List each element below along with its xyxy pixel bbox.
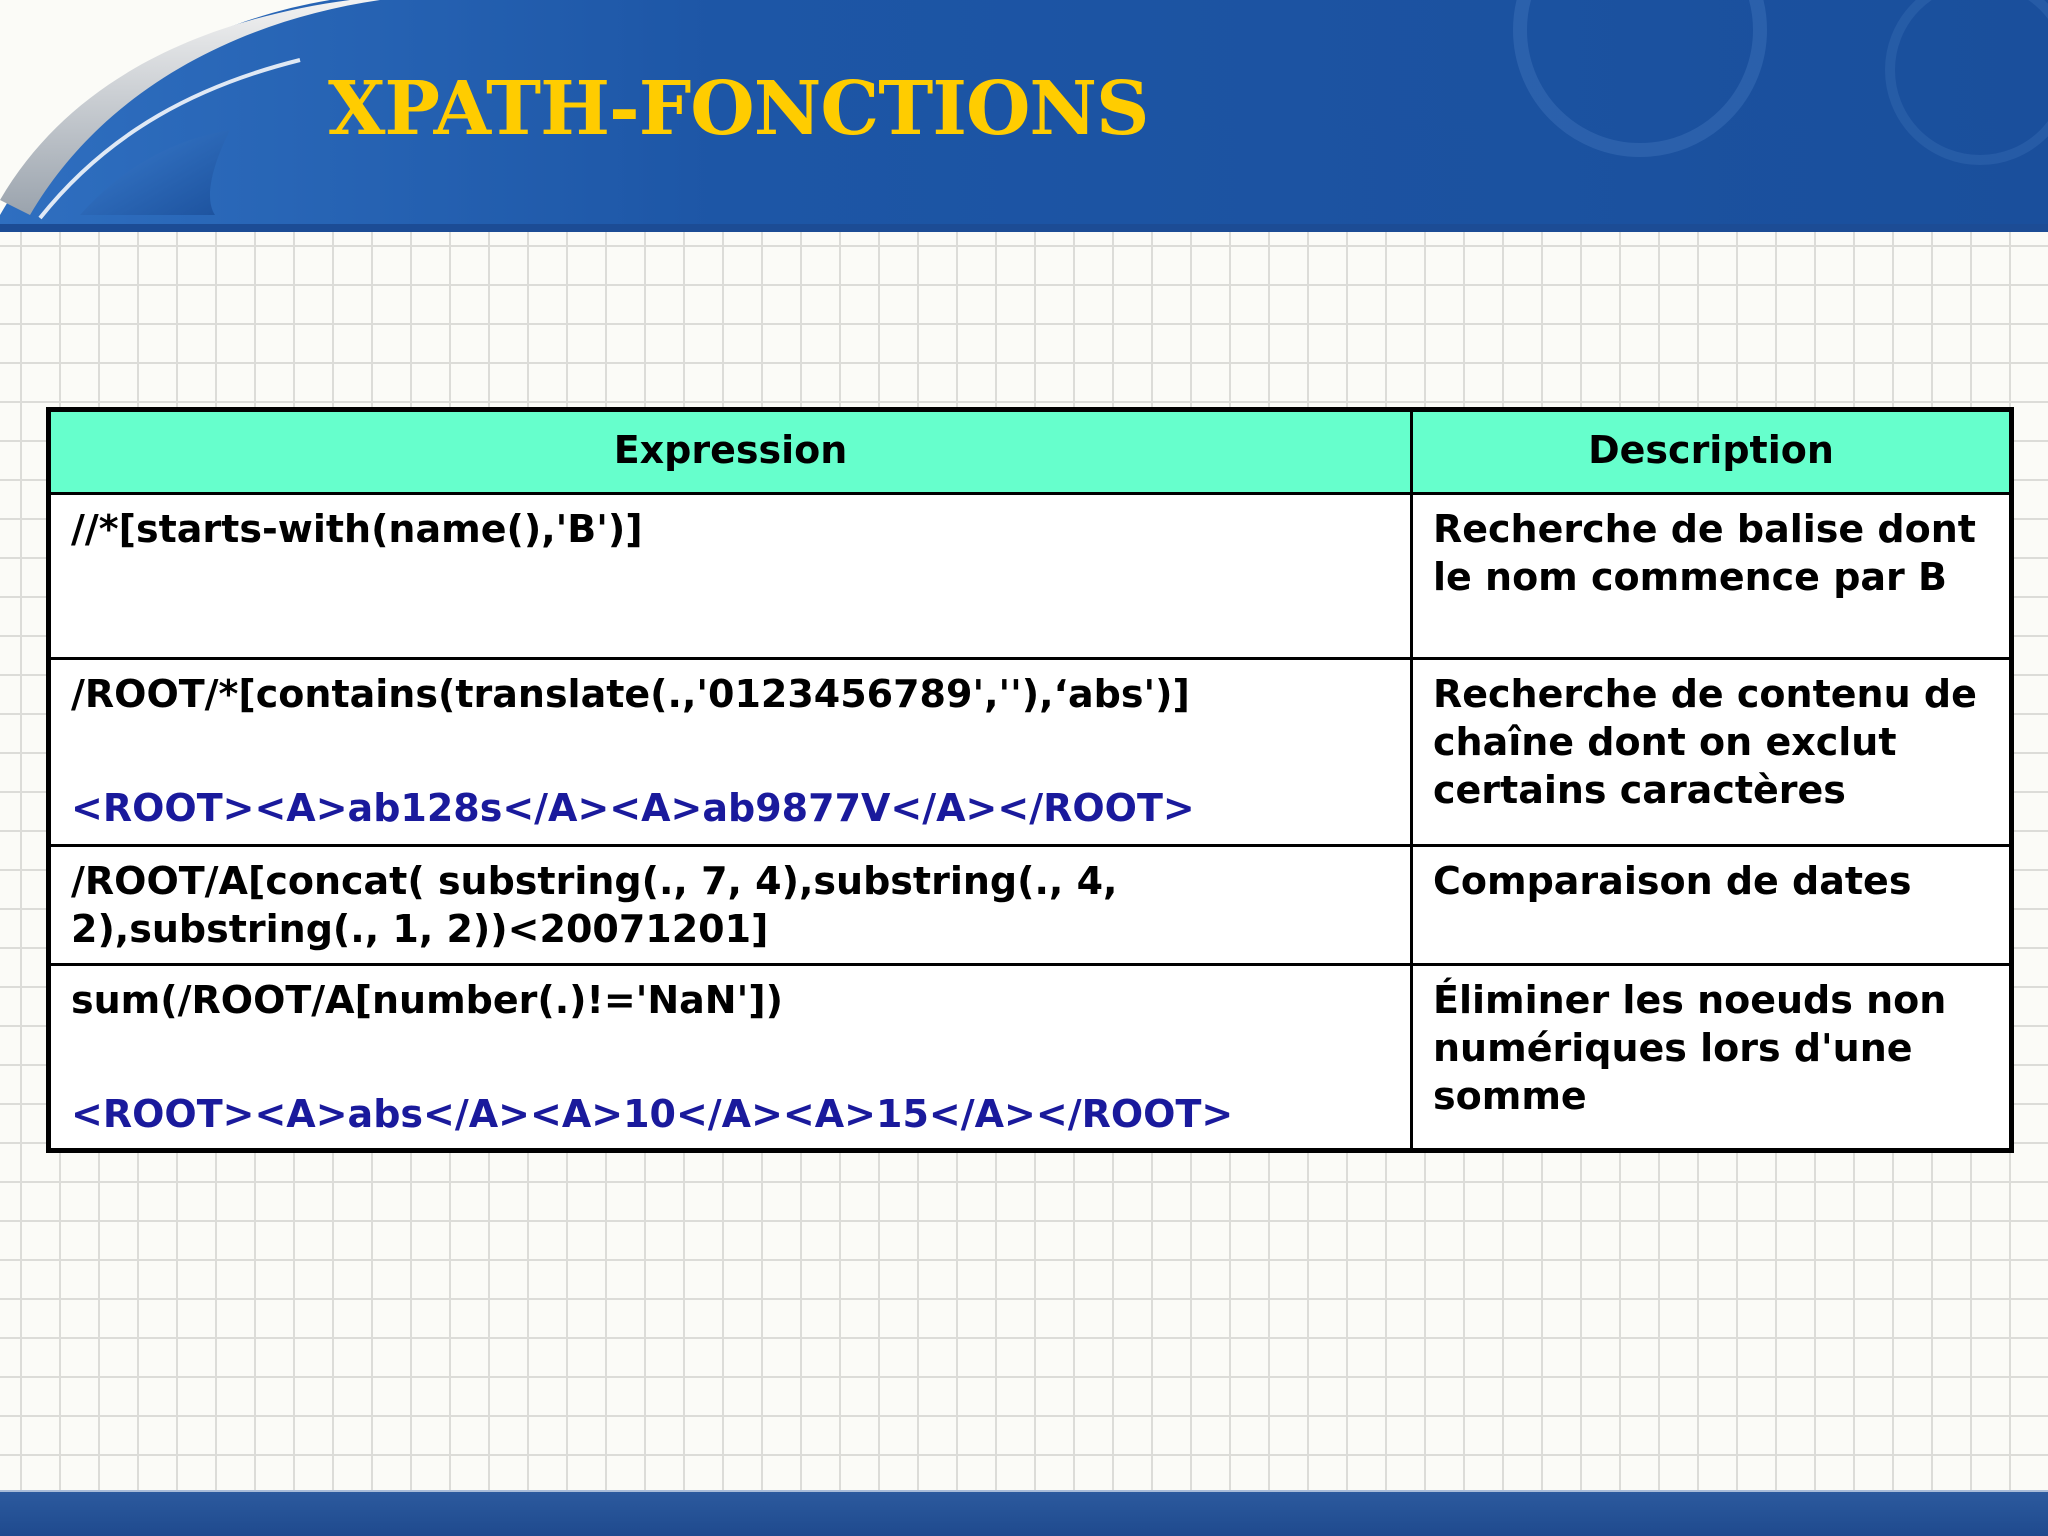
- description-cell: Recherche de contenu de chaîne dont on exclut certains caractères: [1412, 659, 2012, 846]
- description-cell: Éliminer les noeuds non numériques lors d'une somme: [1412, 965, 2012, 1151]
- expression-cell: [49, 965, 1412, 1151]
- column-header-description: Description: [1412, 410, 2012, 494]
- table-header-row: [49, 410, 2012, 494]
- expression-cell: [49, 494, 1412, 659]
- xpath-functions-table: [46, 407, 2014, 1153]
- description-cell: Recherche de balise dont le nom commence par B: [1412, 494, 2012, 659]
- xml-example-text: <ROOT><A>abs</A><A>10</A><A>15</A></ROOT>: [71, 1092, 1234, 1136]
- column-header-expression: Expression: [49, 410, 1412, 494]
- expression-text: //*[starts-with(name(),'B')]: [71, 507, 643, 551]
- expression-cell: [49, 846, 1412, 965]
- expression-text: sum(/ROOT/A[number(.)!='NaN']): [71, 978, 783, 1022]
- table-row: [49, 965, 2012, 1151]
- expression-text: /ROOT/A[concat( substring(., 7, 4),substring(., 4, 2),substring(., 1, 2))<20071201]: [71, 859, 1131, 951]
- footer-bar: [0, 1490, 2048, 1536]
- xml-example-text: <ROOT><A>ab128s</A><A>ab9877V</A></ROOT>: [71, 786, 1195, 830]
- table-row: [49, 846, 2012, 965]
- slide-header: [0, 0, 2048, 232]
- expression-text: /ROOT/*[contains(translate(.,'0123456789',''),‘abs')]: [71, 672, 1190, 716]
- table-row: [49, 494, 2012, 659]
- description-cell: Comparaison de dates: [1412, 846, 2012, 965]
- table-row: [49, 659, 2012, 846]
- slide-title: XPATH-FONCTIONS: [328, 66, 1149, 152]
- expression-cell: [49, 659, 1412, 846]
